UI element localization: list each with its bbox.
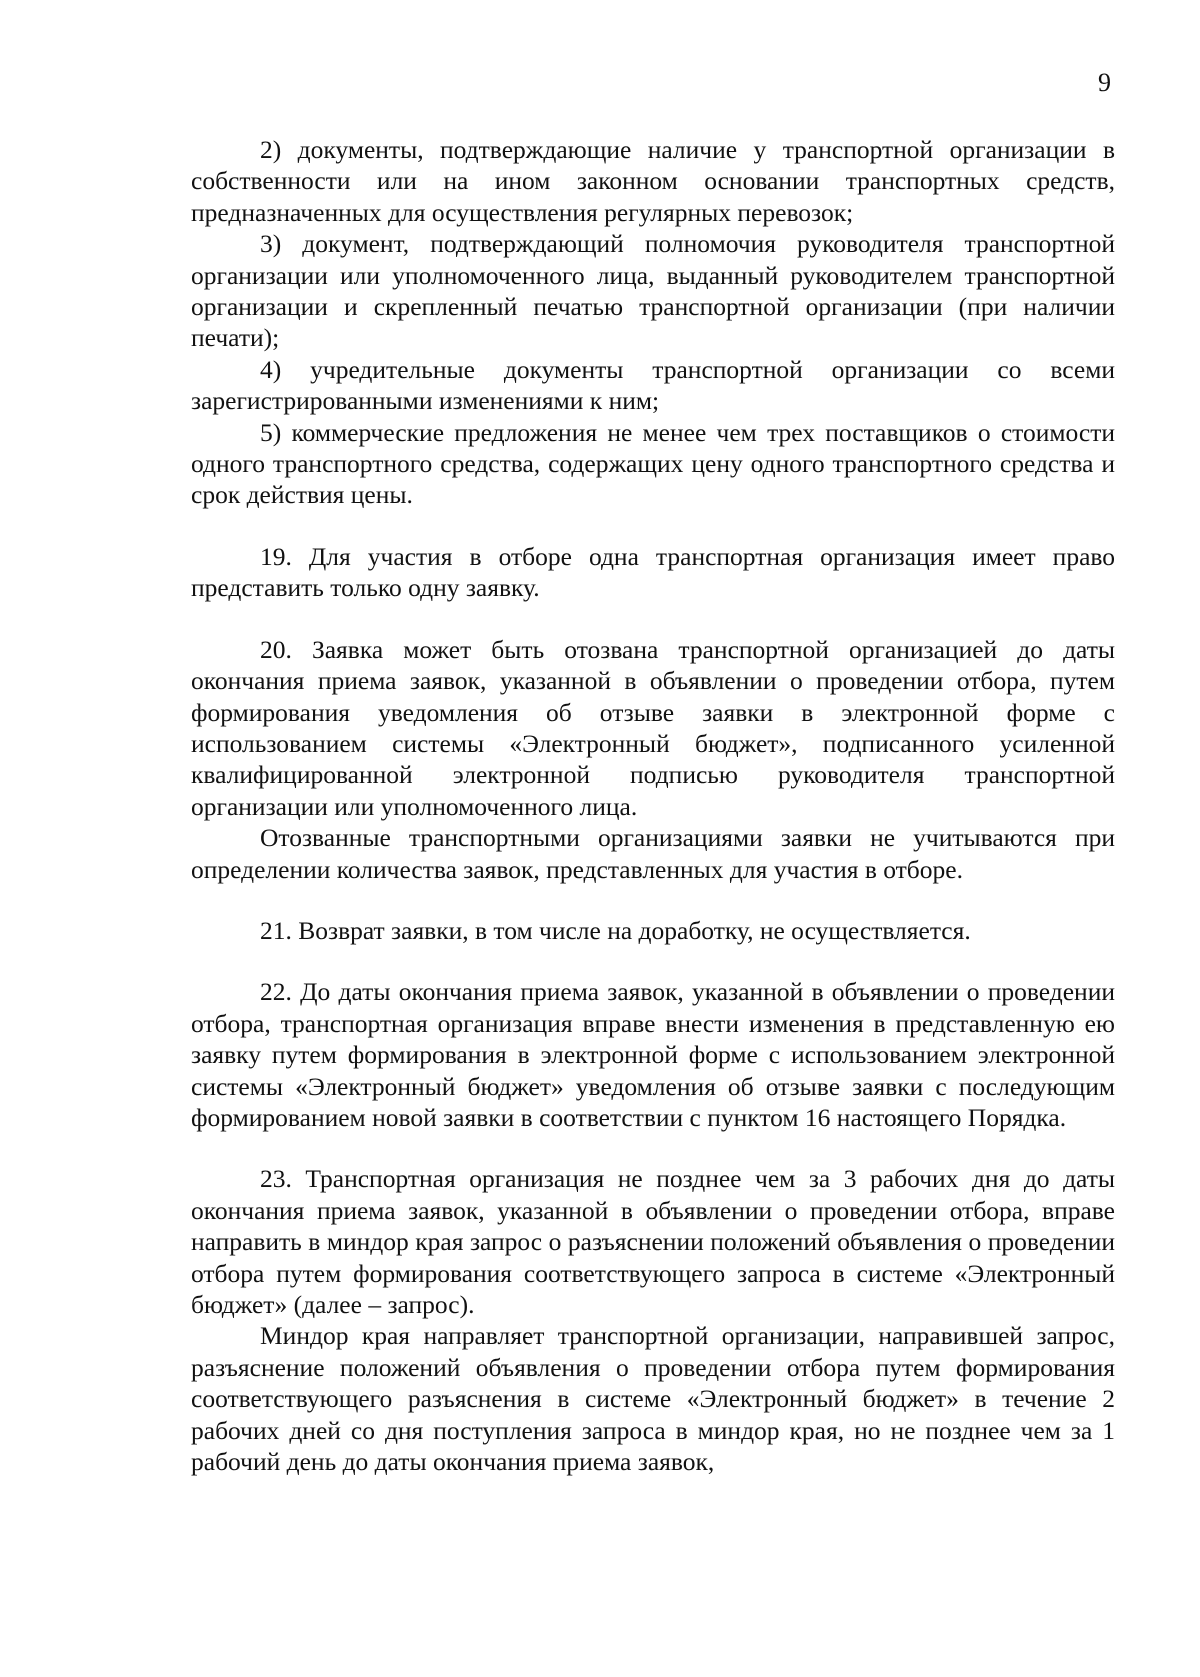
paragraph-21: 21. Возврат заявки, в том числе на доработку, не осуществляется. [260,915,971,945]
paragraph-23: 23. Транспортная организация не позднее чем за 3 рабочих дня до даты окончания приема заявок, указанной в объявлении о проведении отбора, вправе направить в миндор края запрос о разъяснении положений объявления о проведении отбора путем формирования соответствующего запроса в системе «Электронный бюджет» (далее – запрос). [191,1164,1115,1319]
paragraph-item-5: 5) коммерческие предложения не менее чем трех поставщиков о стоимости одного транспортного средства, содержащих цену одного транспортного средства и срок действия цены. [191,417,1115,510]
paragraph-20: 20. Заявка может быть отозвана транспортной организацией до даты окончания приема заявок, указанной в объявлении о проведении отбора, путем формирования уведомления об отзыве заявки в электронной форме с использованием системы «Электронный бюджет», подписанного усиленной квалифицированной электронной подписью руководителя транспортной организации или уполномоченного лица. [191,634,1115,821]
paragraph-item-3: 3) документ, подтверждающий полномочия руководителя транспортной организации или уполномоченного лица, выданный руководителем транспортной организации и скрепленный печатью транспортной организации (при наличии печати); [191,229,1115,353]
paragraph-19: 19. Для участия в отборе одна транспортная организация имеет право представить только одну заявку. [191,541,1115,603]
document-body [191,134,1115,1477]
page-number: 9 [1098,68,1111,97]
paragraph-23-continued: Миндор края направляет транспортной организации, направившей запрос, разъяснение положений объявления о проведении отбора путем формирования соответствующего разъяснения в системе «Электронный бюджет» в течение 2 рабочих дней со дня поступления запроса в миндор края, но не позднее чем за 1 рабочий день до даты окончания приема заявок, [191,1321,1115,1477]
paragraph-item-2: 2) документы, подтверждающие наличие у транспортной организации в собственности или на ином законном основании транспортных средств, предназначенных для осуществления регулярных перевозок; [191,135,1115,227]
paragraph-item-4: 4) учредительные документы транспортной организации со всеми зарегистрированными изменениями к ним; [191,354,1115,416]
paragraph-20-continued: Отозванные транспортными организациями заявки не учитываются при определении количества заявок, представленных для участия в отборе. [191,823,1115,884]
paragraph-22: 22. До даты окончания приема заявок, указанной в объявлении о проведении отбора, транспортная организация вправе внести изменения в представленную ею заявку путем формирования в электронной форме с использованием электронной системы «Электронный бюджет» уведомления об отзыве заявки с последующим формированием новой заявки в соответствии с пунктом 16 настоящего Порядка. [191,977,1115,1132]
